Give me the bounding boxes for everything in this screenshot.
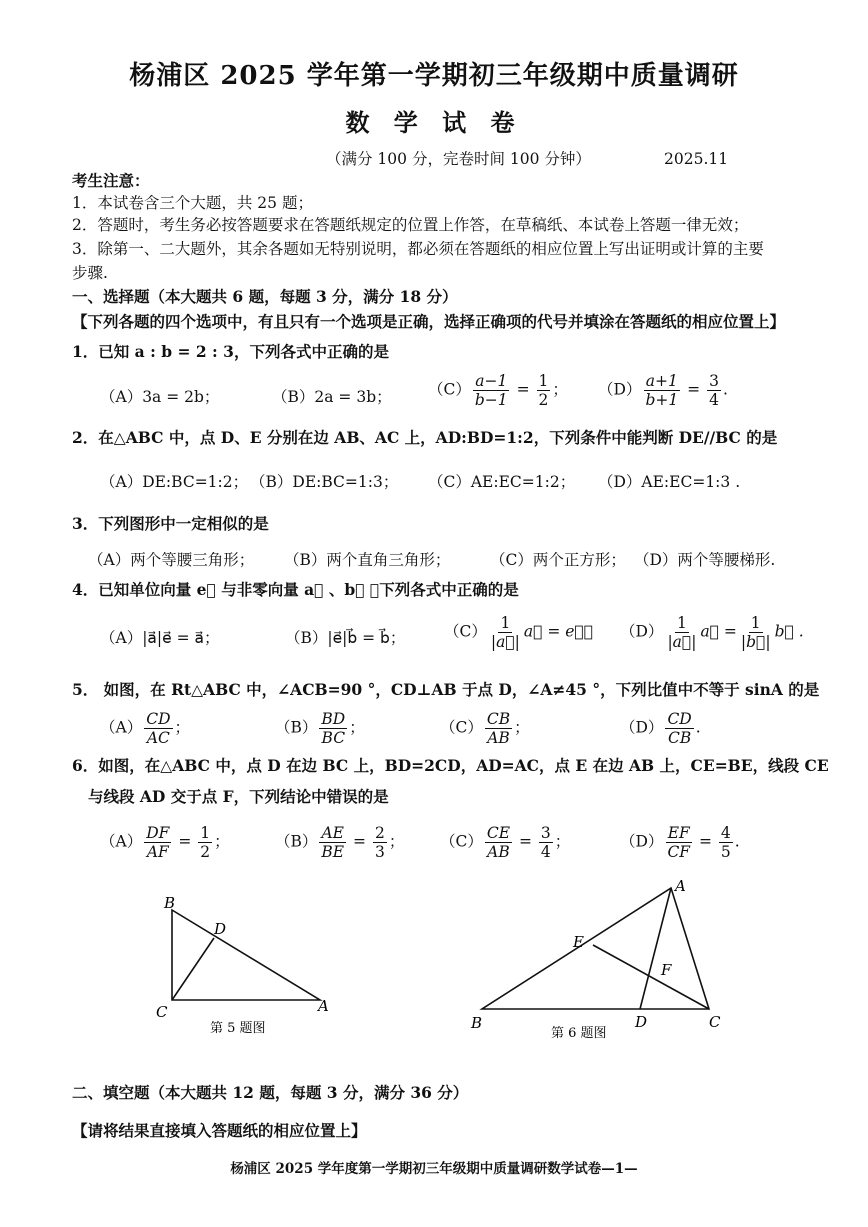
fig5-caption: 第 5 题图 [210,1021,266,1036]
q5-option-a: （A） $\frac{CD}{AC}$ ； [100,710,191,747]
figure-6 [465,875,735,1045]
q4-option-c: （C） $\frac{1}{|a⃗|}$ a⃗ = e⃗； [444,614,594,651]
q1-stem: 1．已知 a : b = 2 : 3，下列各式中正确的是 [72,342,389,361]
q3-option-a: （A）两个等腰三角形； [88,551,255,569]
q2-option-a: （A）DE:BC=1:2； [100,473,249,491]
fig6-label-a: A [675,877,686,895]
q4-stem: 4．已知单位向量 e⃗ 与非零向量 a⃗ 、b⃗ ，下列各式中正确的是 [72,580,519,599]
notice-item-3: 3．除第一、二大题外，其余各题如无特别说明，都必须在答题纸的相应位置上写出证明或计算的主要 [72,240,764,258]
fig6-label-d: D [635,1013,648,1031]
score-time-note: （满分 100 分，完卷时间 100 分钟） [326,150,591,168]
q4-option-a: （A）|a⃗|e⃗ = a⃗； [100,629,220,647]
q4-option-b: （B）|e⃗|b⃗ = b⃗； [285,629,406,647]
fig5-label-d: D [214,920,227,938]
fig6-segment-ad [640,888,671,1009]
fig6-label-c: C [709,1013,721,1031]
fig6-caption: 第 6 题图 [551,1026,607,1041]
q6-option-d: （D） $\frac{EF}{CF}$ = $\frac{4}{5}$ . [620,824,740,861]
fig6-label-f: F [661,961,672,979]
q6-option-c: （C） $\frac{CE}{AB}$ = $\frac{3}{4}$ ； [440,824,571,861]
section1-instruction: 【下列各题的四个选项中，有且只有一个选项是正确，选择正确项的代号并填涂在答题纸的相应位置上】 [72,312,786,331]
notice-item-2: 2．答题时，考生务必按答题要求在答题纸规定的位置上作答，在草稿纸、本试卷上答题一律无效； [72,216,749,234]
q2-option-c: （C）AE:EC=1:2； [428,473,576,491]
q1-option-b: （B）2a = 3b； [272,388,392,406]
q6-stem-line1: 6．如图，在△ABC 中，点 D 在边 BC 上，BD=2CD，AD=AC，点 E 在边 AB 上，CE=BE，线段 CE [72,756,829,775]
fig5-triangle-abc [172,910,320,1000]
notice-heading: 考生注意： [72,171,150,190]
fig6-label-e: E [573,933,584,951]
page-title: 杨浦区 2025 学年第一学期初三年级期中质量调研 [129,61,739,91]
fig5-segment-cd [172,938,214,1000]
section1-heading: 一、选择题（本大题共 6 题，每题 3 分，满分 18 分） [72,287,458,306]
notice-item-1: 1．本试卷含三个大题，共 25 题； [72,194,313,212]
notice-item-3-cont: 步骤. [72,264,108,282]
q5-option-d: （D） $\frac{CD}{CB}$ . [620,710,701,747]
section2-heading: 二、填空题（本大题共 12 题，每题 3 分，满分 36 分） [72,1083,469,1102]
fig5-label-c: C [156,1003,168,1021]
q5-option-b: （B） $\frac{BD}{BC}$ ； [275,710,365,747]
section2-instruction: 【请将结果直接填入答题纸的相应位置上】 [72,1121,367,1140]
q5-option-c: （C） $\frac{CB}{AB}$ ； [440,710,530,747]
q3-option-b: （B）两个直角三角形； [284,551,451,569]
q1-option-a: （A）3a = 2b； [100,388,220,406]
fig5-label-b: B [164,894,176,912]
q4-option-d: （D） $\frac{1}{|a⃗|}$ a⃗ = $\frac{1}{|b⃗|}$ b⃗ . [620,614,804,651]
fig5-label-a: A [318,997,329,1015]
q6-option-b: （B） $\frac{AE}{BE}$ = $\frac{2}{3}$ ； [275,824,405,861]
figure-5 [150,890,350,1040]
q5-stem: 5． 如图，在 Rt△ABC 中，∠ACB=90 °，CD⊥AB 于点 D，∠A≠45 °，下列比值中不等于 sinA 的是 [72,680,820,699]
q3-stem: 3．下列图形中一定相似的是 [72,514,269,533]
q3-option-d: （D）两个等腰梯形. [634,551,776,569]
fig6-label-b: B [471,1014,483,1032]
page-footer: 杨浦区 2025 学年度第一学期初三年级期中质量调研数学试卷—1— [230,1161,638,1177]
q2-option-d: （D）AE:EC=1:3 . [598,473,741,491]
q2-stem: 2．在△ABC 中，点 D、E 分别在边 AB、AC 上，AD:BD=1:2，下列条件中能判断 DE//BC 的是 [72,428,778,447]
q1-option-c: （C） $\frac{a-1}{b-1}$ = $\frac{1}{2}$ ； [428,372,568,409]
q2-option-b: （B）DE:BC=1:3； [250,473,399,491]
exam-date: 2025.11 [664,150,729,168]
q1-option-d: （D） $\frac{a+1}{b+1}$ = $\frac{3}{4}$ . [598,372,728,409]
q3-option-c: （C）两个正方形； [490,551,626,569]
page-subtitle: 数 学 试 卷 [345,108,523,137]
q6-option-a: （A） $\frac{DF}{AF}$ = $\frac{1}{2}$ ； [100,824,230,861]
q6-stem-line2: 与线段 AD 交于点 F，下列结论中错误的是 [88,787,389,806]
